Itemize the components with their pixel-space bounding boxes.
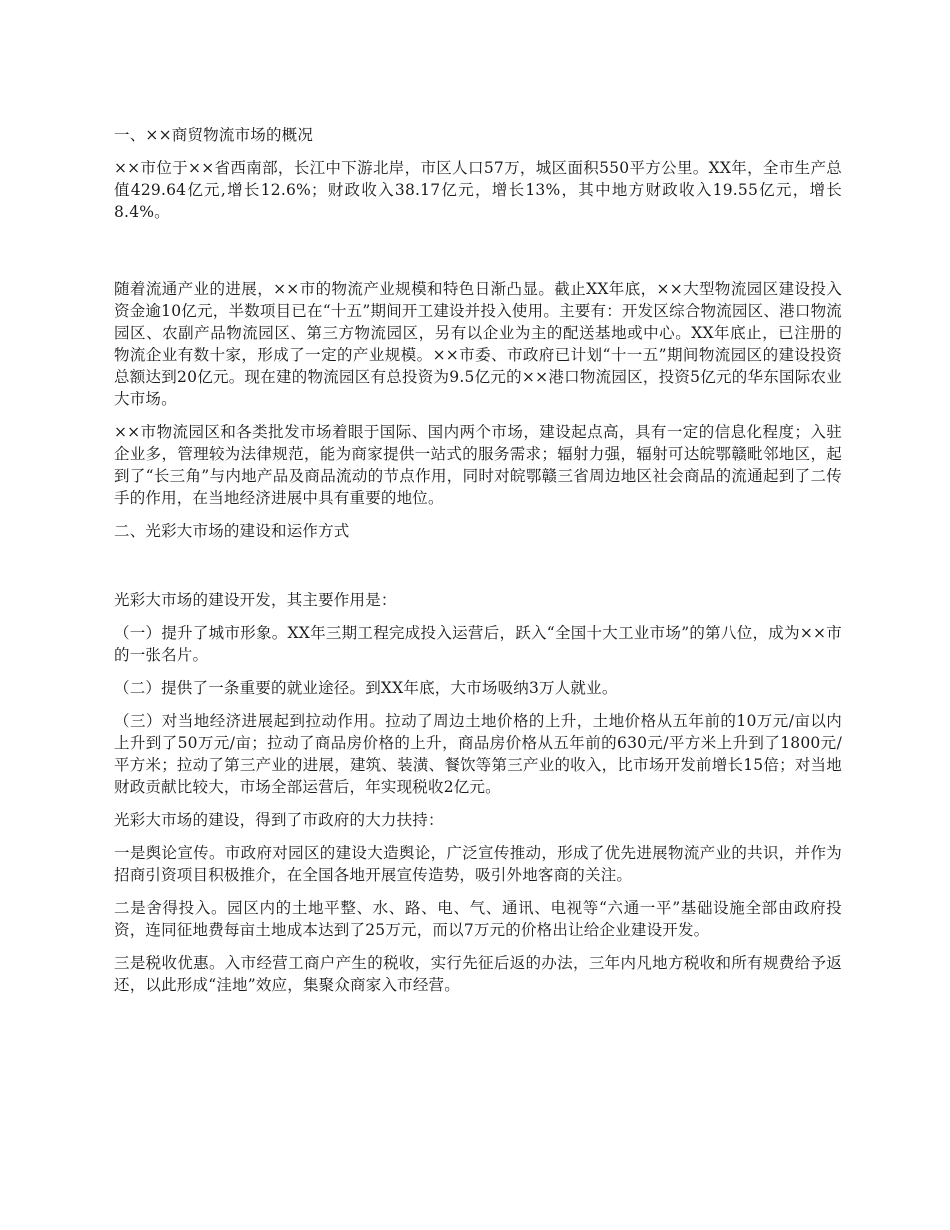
paragraph-government-support-intro: 光彩大市场的建设，得到了市政府的大力扶持： [114,811,444,829]
paragraph-effect-city-image: （一）提升了城市形象。XX年三期工程完成投入运营后，跃入“全国十大工业市场”的第八位，成为××市的一张名片。 [114,624,842,664]
document-body [114,124,842,1007]
paragraph-support-publicity: 一是舆论宣传。市政府对园区的建设大造舆论，广泛宣传推动，形成了优先进展物流产业的共识，并作为招商引资项目积极推介，在全国各地开展宣传造势，吸引外地客商的关注。 [114,844,842,884]
paragraph-support-investment: 二是舍得投入。园区内的土地平整、水、路、电、气、通讯、电视等“六通一平”基础设施全部由政府投资，连同征地费每亩土地成本达到了25万元，而以7万元的价格出让给企业建设开发。 [114,899,842,939]
paragraph-support-tax: 三是税收优惠。入市经营工商户产生的税收，实行先征后返的办法，三年内凡地方税收和所有规费给予返还，以此形成“洼地”效应，集聚众商家入市经营。 [114,954,842,994]
spacer [114,234,842,278]
paragraph-main-effects-intro: 光彩大市场的建设开发，其主要作用是： [114,591,397,609]
paragraph-effect-employment: （二）提供了一条重要的就业途径。到XX年底，大市场吸纳3万人就业。 [114,679,618,697]
section-heading-market-construction: 二、光彩大市场的建设和运作方式 [114,522,350,540]
spacer [114,553,842,589]
section-heading-overview: 一、××商贸物流市场的概况 [114,126,314,144]
paragraph-logistics-industry: 随着流通产业的进展，××市的物流产业规模和特色日渐凸显。截止XX年底，××大型物流园区建设投入资金逾10亿元，半数项目已在“十五”期间开工建设并投入使用。主要有：开发区综合物流园区、港口物流园区、农副产品物流园区、第三方物流园区，另有以企业为主的配送基地或中心。XX年底止，已注册的物流企业有数十家，形成了一定的产业规模。××市委、市政府已计划“十一五”期间物流园区的建设投资总额达到20亿元。现在建的物流园区有总投资为9.5亿元的××港口物流园区，投资5亿元的华东国际农业大市场。 [114,280,842,408]
paragraph-logistics-parks: ××市物流园区和各类批发市场着眼于国际、国内两个市场，建设起点高，具有一定的信息化程度；入驻企业多，管理较为法律规范，能为商家提供一站式的服务需求；辐射力强，辐射可达皖鄂赣毗邻地区，起到了“长三角”与内地产品及商品流动的节点作用，同时对皖鄂赣三省周边地区社会商品的流通起到了二传手的作用，在当地经济进展中具有重要的地位。 [114,423,842,507]
paragraph-effect-economy: （三）对当地经济进展起到拉动作用。拉动了周边土地价格的上升，土地价格从五年前的10万元/亩以内上升到了50万元/亩；拉动了商品房价格的上升，商品房价格从五年前的630元/平方米上升到了1800元/平方米；拉动了第三产业的进展，建筑、装潢、餐饮等第三产业的收入，比市场开发前增长15倍；对当地财政贡献比较大，市场全部运营后，年实现税收2亿元。 [114,712,842,796]
paragraph-city-overview: ××市位于××省西南部，长江中下游北岸，市区人口57万，城区面积550平方公里。XX年，全市生产总值429.64亿元,增长12.6%；财政收入38.17亿元，增长13%，其中地方财政收入19.55亿元，增长8.4%。 [114,159,842,221]
